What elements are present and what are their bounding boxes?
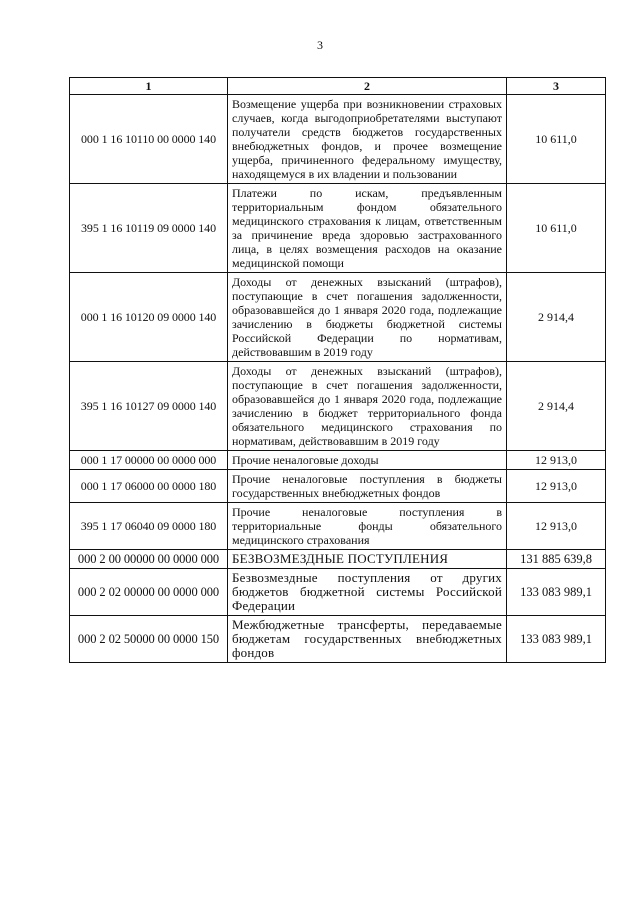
table-header-row [70, 78, 606, 95]
table-row [70, 503, 606, 550]
revenue-name: Платежи по искам, предъявленным территориальным фондом обязательного медицинского страхования к лицам, ответственным за причинение вреда здоровью застрахованного лица, в целях возмещения расходов на оказание медицинской помощи [228, 184, 507, 273]
budget-code: 000 2 02 00000 00 0000 000 [70, 569, 228, 616]
page-number: 3 [317, 38, 323, 52]
revenue-name: Безвозмездные поступления от других бюджетов бюджетной системы Российской Федерации [228, 569, 507, 616]
amount-value: 2 914,4 [507, 273, 606, 362]
amount-value: 12 913,0 [507, 503, 606, 550]
table-row [70, 273, 606, 362]
amount-value: 12 913,0 [507, 451, 606, 470]
revenue-name: БЕЗВОЗМЕЗДНЫЕ ПОСТУПЛЕНИЯ [228, 550, 507, 569]
revenue-name: Прочие неналоговые поступления в бюджеты государственных внебюджетных фондов [228, 470, 507, 503]
column-header-amount: 3 [507, 78, 606, 95]
column-header-name: 2 [228, 78, 507, 95]
table-row [70, 470, 606, 503]
table-row [70, 569, 606, 616]
table-row [70, 184, 606, 273]
revenue-name: Возмещение ущерба при возникновении страховых случаев, когда выгодоприобретателями выступают получатели средств бюджетов государственных внебюджетных фондов, и прочее возмещение ущерба, причиненного федеральному имуществу, находящемуся в их владении и пользовании [228, 95, 507, 184]
revenue-name: Межбюджетные трансферты, передаваемые бюджетам государственных внебюджетных фондов [228, 616, 507, 663]
budget-code: 395 1 17 06040 09 0000 180 [70, 503, 228, 550]
amount-value: 131 885 639,8 [507, 550, 606, 569]
amount-value: 12 913,0 [507, 470, 606, 503]
table-row [70, 451, 606, 470]
revenue-name: Прочие неналоговые доходы [228, 451, 507, 470]
amount-value: 10 611,0 [507, 95, 606, 184]
amount-value: 10 611,0 [507, 184, 606, 273]
table-row [70, 95, 606, 184]
budget-code: 000 1 16 10110 00 0000 140 [70, 95, 228, 184]
table-row [70, 362, 606, 451]
table-row [70, 550, 606, 569]
budget-code: 000 1 16 10120 09 0000 140 [70, 273, 228, 362]
column-header-code: 1 [70, 78, 228, 95]
budget-code: 000 2 00 00000 00 0000 000 [70, 550, 228, 569]
budget-code: 395 1 16 10119 09 0000 140 [70, 184, 228, 273]
budget-code: 000 1 17 00000 00 0000 000 [70, 451, 228, 470]
table-row [70, 616, 606, 663]
amount-value: 133 083 989,1 [507, 569, 606, 616]
budget-code: 000 1 17 06000 00 0000 180 [70, 470, 228, 503]
revenue-name: Доходы от денежных взысканий (штрафов), поступающие в счет погашения задолженности, образовавшейся до 1 января 2020 года, подлежащие зачислению в бюджет территориального фонда обязательного медицинского страхования по нормативам, действовавшим в 2019 году [228, 362, 507, 451]
budget-code: 395 1 16 10127 09 0000 140 [70, 362, 228, 451]
amount-value: 133 083 989,1 [507, 616, 606, 663]
revenue-name: Прочие неналоговые поступления в территориальные фонды обязательного медицинского страхования [228, 503, 507, 550]
revenue-table [69, 77, 606, 663]
amount-value: 2 914,4 [507, 362, 606, 451]
budget-code: 000 2 02 50000 00 0000 150 [70, 616, 228, 663]
revenue-name: Доходы от денежных взысканий (штрафов), поступающие в счет погашения задолженности, образовавшейся до 1 января 2020 года, подлежащие зачислению в бюджеты бюджетной системы Российской Федерации по нормативам, действовавшим в 2019 году [228, 273, 507, 362]
